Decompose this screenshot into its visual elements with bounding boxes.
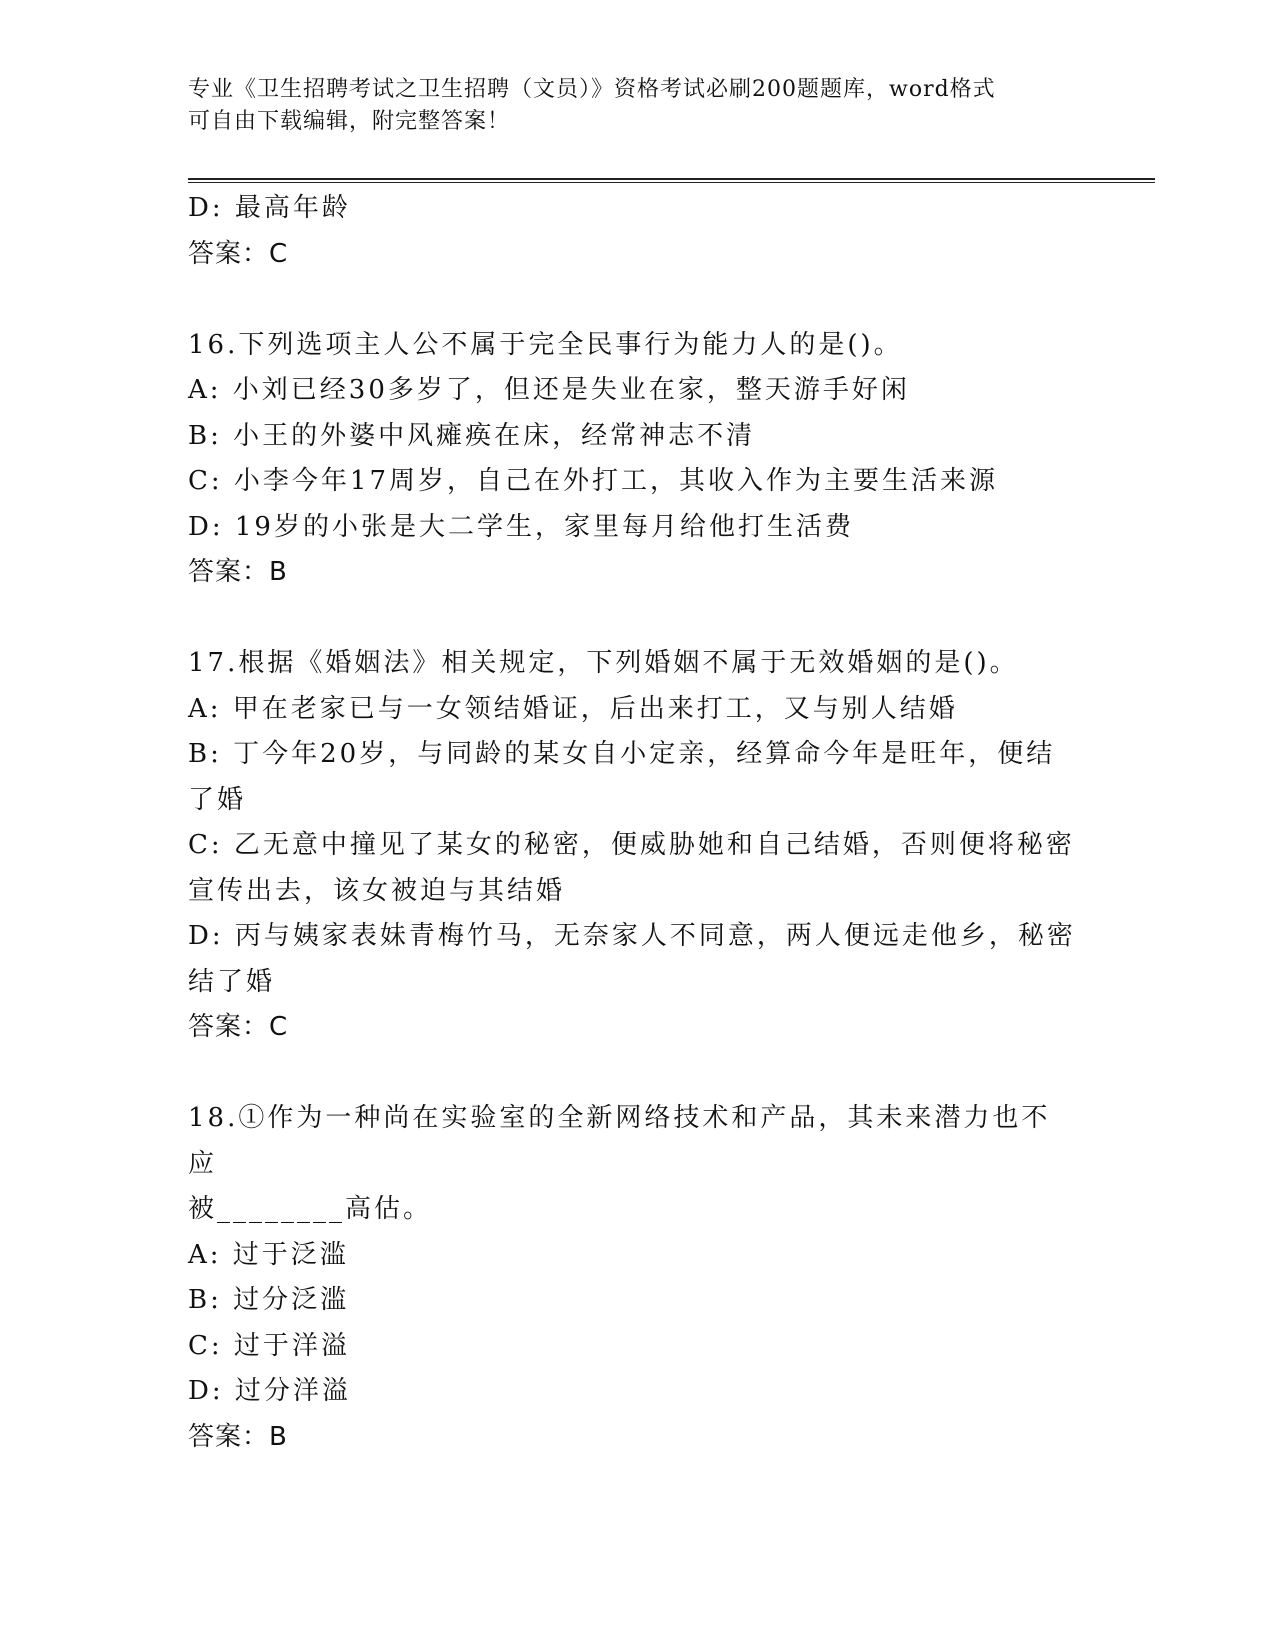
question-stem: 16.下列选项主人公不属于完全民事行为能力人的是()。 xyxy=(188,329,903,360)
option-a: A: 过于泛滥 xyxy=(188,1239,349,1270)
prev-question-tail xyxy=(188,186,1078,277)
question-stem: 18.①作为一种尚在实验室的全新网络技术和产品，其未来潜力也不应 xyxy=(188,1103,1051,1179)
option-d-cont: 结了婚 xyxy=(188,966,276,997)
option-c: C: 过于洋溢 xyxy=(188,1330,350,1361)
page-header xyxy=(188,74,1068,138)
option-a: A: 小刘已经30多岁了，但还是失业在家，整天游手好闲 xyxy=(188,375,910,405)
option-a: A: 甲在老家已与一女领结婚证，后出来打工，又与别人结婚 xyxy=(188,693,958,724)
option-b: B: 过分泛滥 xyxy=(188,1285,350,1315)
option-b: B: 丁今年20岁，与同龄的某女自小定亲，经算命今年是旺年，便结 xyxy=(188,739,1056,769)
header-line-2: 可自由下载编辑，附完整答案！ xyxy=(188,109,511,134)
option-c: C: 乙无意中撞见了某女的秘密，便威胁她和自己结婚，否则便将秘密 xyxy=(188,830,1075,860)
option-d: D: 19岁的小张是大二学生，家里每月给他打生活费 xyxy=(188,511,854,542)
question-stem: 17.根据《婚姻法》相关规定，下列婚姻不属于无效婚姻的是()。 xyxy=(188,648,1019,678)
question-16 xyxy=(188,323,1078,596)
option-c: C: 小李今年17周岁，自己在外打工，其收入作为主要生活来源 xyxy=(188,466,999,496)
answer-line: 答案：C xyxy=(188,1012,289,1042)
document-body xyxy=(188,186,1078,1460)
option-c-cont: 宣传出去，该女被迫与其结婚 xyxy=(188,875,566,906)
answer-line: 答案：B xyxy=(188,557,288,587)
option-b: B: 小王的外婆中风瘫痪在床，经常神志不清 xyxy=(188,420,756,451)
header-line-1: 专业《卫生招聘考试之卫生招聘（文员）》资格考试必刷200题题库，word格式 xyxy=(188,77,996,102)
answer-line: 答案：C xyxy=(188,238,289,269)
question-17 xyxy=(188,641,1078,1051)
answer-line: 答案：B xyxy=(188,1421,288,1452)
header-divider xyxy=(188,178,1155,183)
option-d: D: 最高年龄 xyxy=(188,193,351,223)
question-18 xyxy=(188,1096,1078,1460)
option-b-cont: 了婚 xyxy=(188,784,247,815)
question-stem-cont: 被________高估。 xyxy=(188,1194,433,1224)
option-d: D: 过分洋溢 xyxy=(188,1376,351,1406)
option-d: D: 丙与姨家表妹青梅竹马，无奈家人不同意，两人便远走他乡，秘密 xyxy=(188,921,1076,951)
